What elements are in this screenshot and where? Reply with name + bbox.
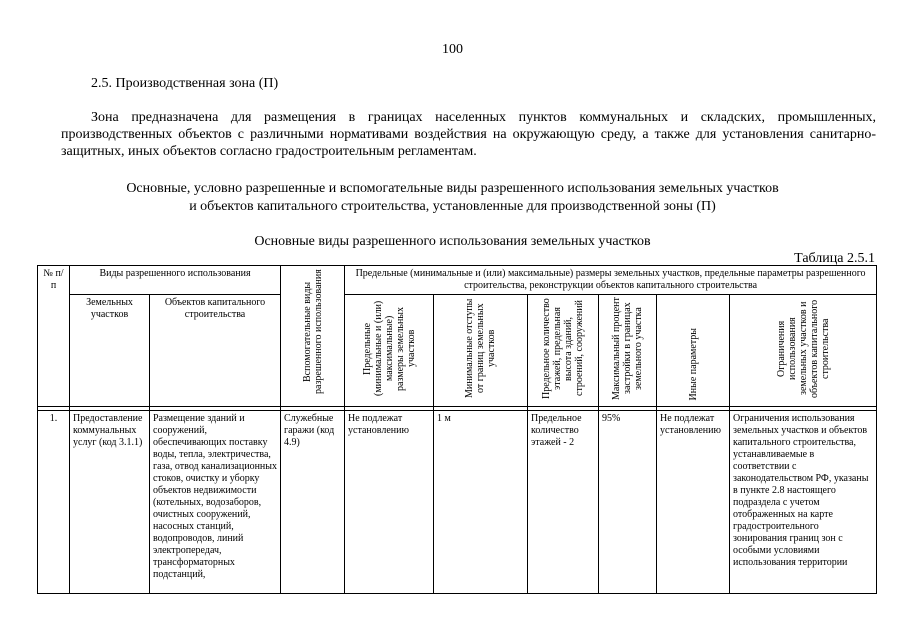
cell-setbacks: 1 м (434, 411, 528, 594)
header-setbacks: Минимальные отступы от границ земельных участков (434, 295, 528, 407)
table-row (38, 411, 877, 594)
header-restrictions: Ограничения использования земельных участков и объектов капитального строительства (730, 295, 877, 407)
cell-land-use: Предоставление коммунальных услуг (код 3.1.1) (70, 411, 150, 594)
header-plot-sizes: Предельные (минимальные и (или) максимальные) размеры земельных участков (345, 295, 434, 407)
heading-basic-uses: Основные виды разрешенного использования земельных участков (254, 234, 651, 249)
cell-aux-uses: Служебные гаражи (код 4.9) (281, 411, 345, 594)
cell-other-params: Не подлежат установлению (657, 411, 730, 594)
heading-line-2: и объектов капитального строительства, установленные для производственной зоны (П) (189, 199, 716, 214)
intro-paragraph: Зона предназначена для размещения в границах населенных пунктов коммунальных и складских, промышленных, производственных объектов с различными нормативами воздействия на окружающую среду, а также для установления санитарно-защитных, иных объектов согласно градостроительным регламентам. (61, 110, 876, 159)
header-other-params: Иные параметры (657, 295, 730, 407)
table-number: Таблица 2.5.1 (794, 251, 875, 266)
cell-num: 1. (38, 411, 70, 594)
cell-restrictions: Ограничения использования земельных участков и объектов капитального строительства, устанавливаемые в соответствии с законодательством РФ, указаны в пункте 2.8 настоящего подраздела с учетом отображенных на карте градостроительного зонирования границ зон с особыми условиями использования территории (730, 411, 877, 594)
heading-line-1: Основные, условно разрешенные и вспомогательные виды разрешенного использования земельных участков (126, 181, 779, 196)
header-aux-uses: Вспомогательные виды разрешенного использования (281, 266, 345, 407)
header-floors: Предельное количество этажей, предельная высота зданий, строений, сооружений (528, 295, 599, 407)
section-title: 2.5. Производственная зона (П) (91, 76, 279, 91)
page-number: 100 (442, 42, 463, 57)
cell-floors: Предельное количество этажей - 2 (528, 411, 599, 594)
header-limits: Предельные (минимальные и (или) максимальные) размеры земельных участков, предельные параметры разрешенного строительства, реконструкции объектов капитального строительства (345, 266, 877, 295)
cell-objects: Размещение зданий и сооружений, обеспечивающих поставку воды, тепла, электричества, газа, отвод канализационных стоков, очистку и уборку объектов недвижимости (котельных, водозаборов, очистных сооружений, насосных станций, водопроводов, линий электропередач, трансформаторных подстанций, (150, 411, 281, 594)
land-use-table (37, 265, 877, 594)
header-objects: Объектов капитального строительства (150, 295, 281, 407)
header-use-types: Виды разрешенного использования (70, 266, 281, 295)
header-num: № п/п (38, 266, 70, 407)
cell-coverage: 95% (599, 411, 657, 594)
header-land-plots: Земельных участков (70, 295, 150, 407)
header-coverage: Максимальный процент застройки в границах земельного участка (599, 295, 657, 407)
cell-plot-sizes: Не подлежат установлению (345, 411, 434, 594)
